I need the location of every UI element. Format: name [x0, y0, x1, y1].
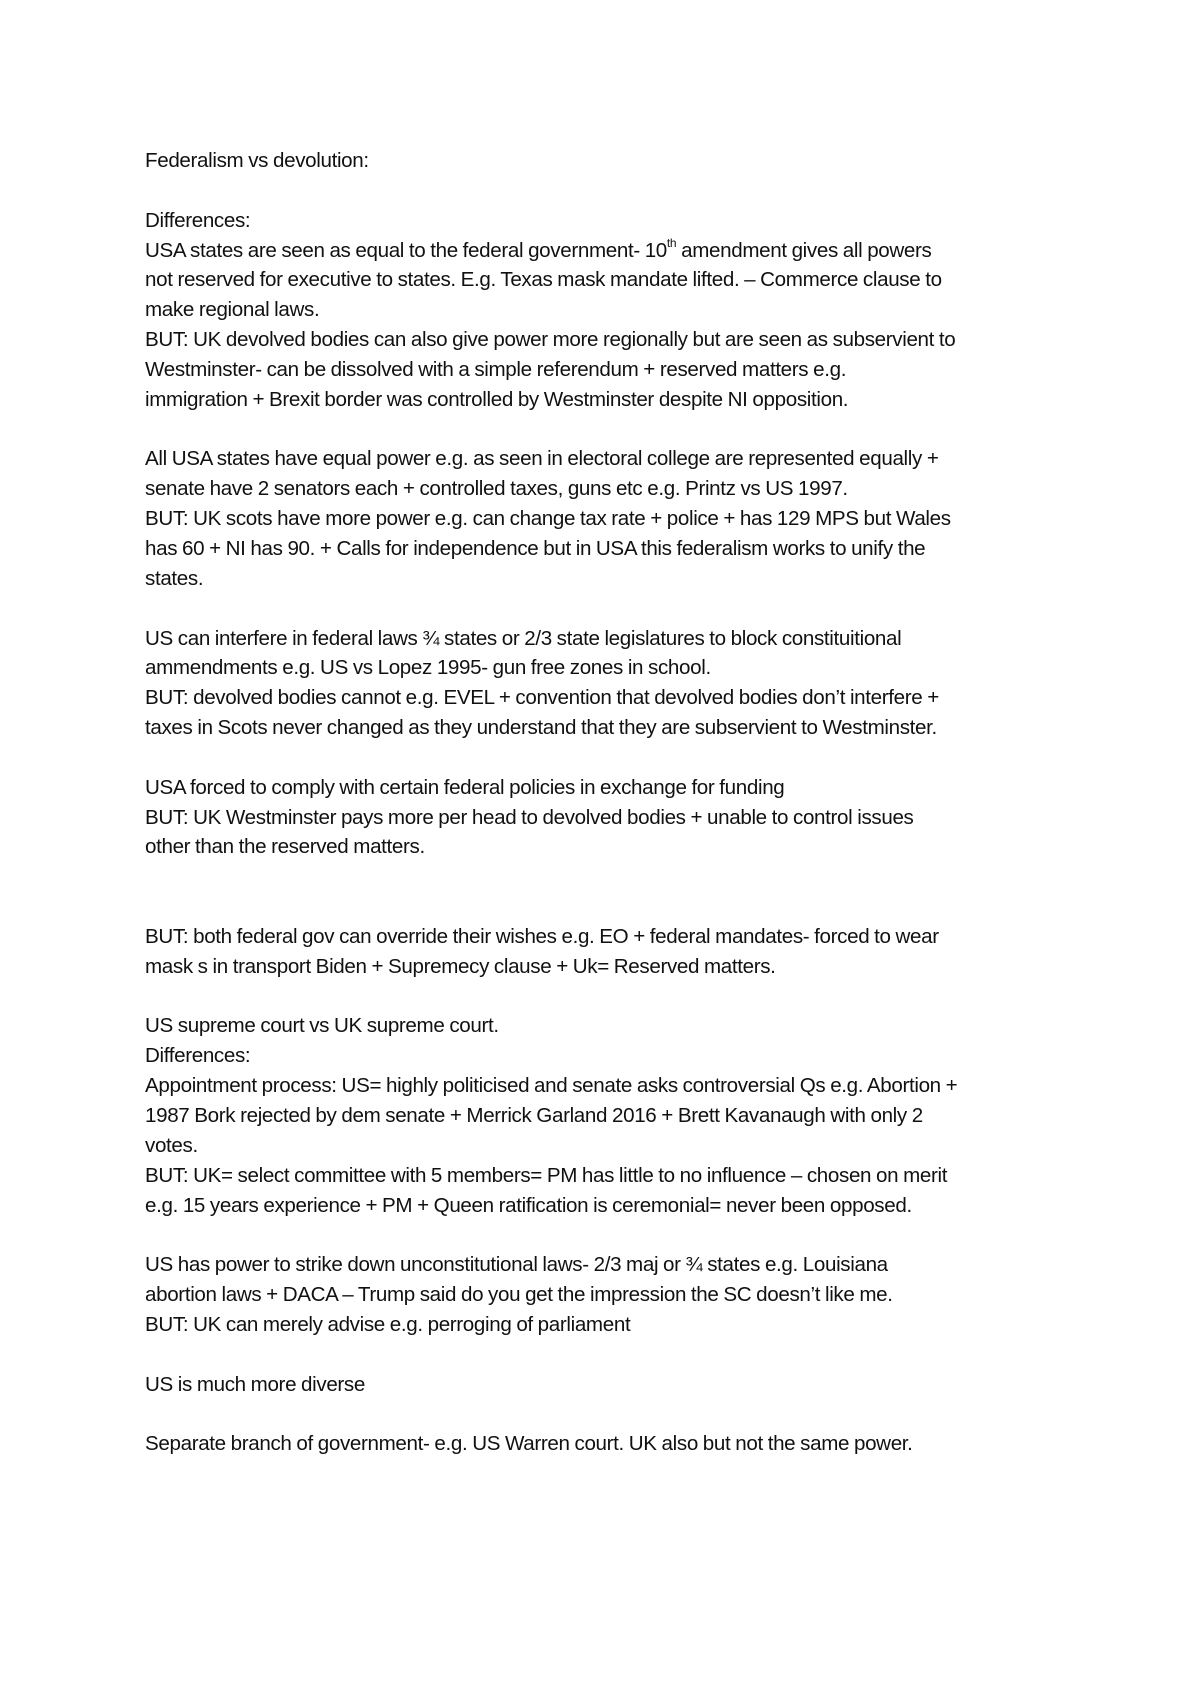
text-line — [145, 236, 1085, 266]
text-line: US has power to strike down unconstitutional laws- 2/3 maj or ¾ states e.g. Louisiana — [145, 1253, 888, 1277]
text-line: taxes in Scots never changed as they understand that they are subservient to Westminster. — [145, 716, 937, 740]
text-line: BUT: UK scots have more power e.g. can change tax rate + police + has 129 MPS but Wales — [145, 507, 951, 531]
text-line: 1987 Bork rejected by dem senate + Merrick Garland 2016 + Brett Kavanaugh with only 2 — [145, 1104, 923, 1127]
text-line: e.g. 15 years experience + PM + Queen ratification is ceremonial= never been opposed. — [145, 1193, 912, 1217]
text-line: not reserved for executive to states. E.g. Texas mask mandate lifted. – Commerce clause to — [145, 268, 942, 292]
text-line: BUT: devolved bodies cannot e.g. EVEL + convention that devolved bodies don’t interfere + — [145, 686, 939, 710]
spacer — [145, 176, 1085, 206]
text-line: Westminster- can be dissolved with a simple referendum + reserved matters e.g. — [145, 357, 847, 381]
spacer — [145, 862, 1085, 892]
text-fragment: USA states are seen as equal to the federal government- 10 — [145, 238, 667, 262]
text-fragment: amendment gives all powers — [676, 238, 932, 262]
text-line: has 60 + NI has 90. + Calls for independence but in USA this federalism works to unify the — [145, 536, 926, 560]
spacer — [145, 1340, 1085, 1370]
text-line: BUT: UK devolved bodies can also give power more regionally but are seen as subservient to — [145, 328, 956, 352]
section-title: US supreme court vs UK supreme court. — [145, 1014, 499, 1038]
text-line: Separate branch of government- e.g. US Warren court. UK also but not the same power. — [145, 1432, 913, 1456]
text-line: senate have 2 senators each + controlled taxes, guns etc e.g. Printz vs US 1997. — [145, 477, 848, 501]
document-body — [145, 146, 1085, 1459]
spacer — [145, 594, 1085, 624]
superscript: th — [666, 235, 677, 250]
text-line: immigration + Brexit border was controlled by Westminster despite NI opposition. — [145, 387, 849, 411]
text-line: All USA states have equal power e.g. as seen in electoral college are represented equally + — [145, 447, 939, 471]
text-line: US is much more diverse — [145, 1372, 365, 1396]
text-line: mask s in transport Biden + Supremecy clause + Uk= Reserved matters. — [145, 954, 776, 978]
section-heading: Differences: — [145, 208, 251, 232]
text-line: states. — [145, 566, 204, 590]
spacer — [145, 892, 1085, 922]
text-line: USA forced to comply with certain federal policies in exchange for funding — [145, 775, 785, 799]
text-line: make regional laws. — [145, 298, 320, 322]
text-line: BUT: UK Westminster pays more per head to devolved bodies + unable to control issues — [145, 805, 914, 829]
spacer — [145, 982, 1085, 1012]
spacer — [145, 1399, 1085, 1429]
text-line: BUT: both federal gov can override their wishes e.g. EO + federal mandates- forced to wear — [145, 924, 939, 948]
text-line: BUT: UK can merely advise e.g. perroging of parliament — [145, 1312, 631, 1336]
text-line: Appointment process: US= highly politicised and senate asks controversial Qs e.g. Abortion + — [145, 1074, 958, 1098]
text-line: ammendments e.g. US vs Lopez 1995- gun free zones in school. — [145, 656, 711, 680]
text-line: BUT: UK= select committee with 5 members= PM has little to no influence – chosen on merit — [145, 1163, 948, 1187]
section-heading: Differences: — [145, 1044, 251, 1068]
text-line: US can interfere in federal laws ¾ states or 2/3 state legislatures to block constituitional — [145, 626, 902, 650]
document-title: Federalism vs devolution: — [145, 149, 369, 172]
text-line: other than the reserved matters. — [145, 835, 425, 859]
text-line: abortion laws + DACA – Trump said do you get the impression the SC doesn’t like me. — [145, 1283, 893, 1307]
spacer — [145, 743, 1085, 773]
spacer — [145, 1220, 1085, 1250]
text-line: votes. — [145, 1133, 198, 1157]
spacer — [145, 415, 1085, 445]
